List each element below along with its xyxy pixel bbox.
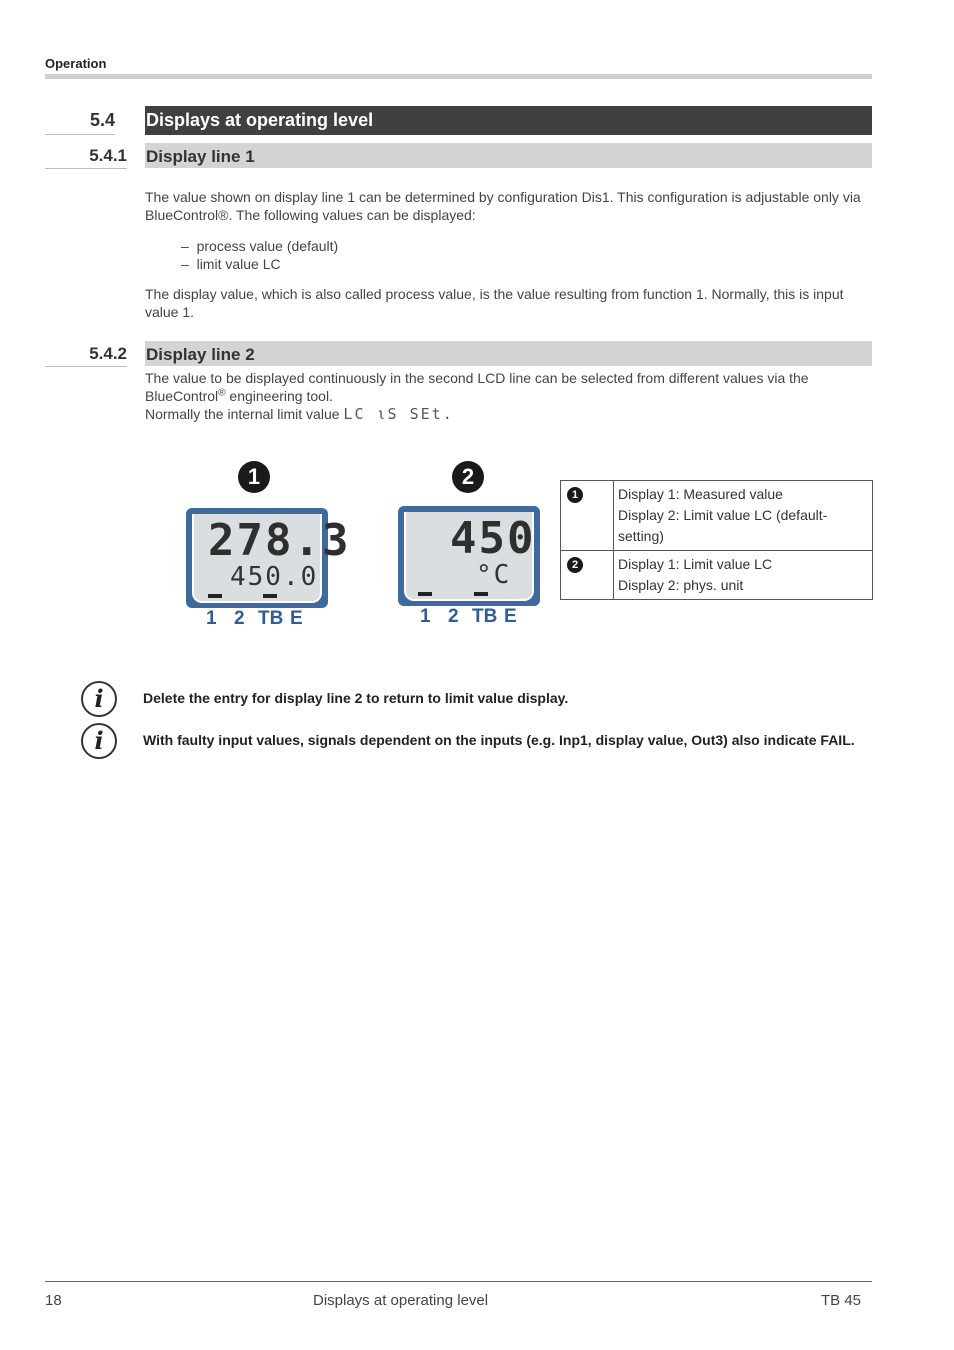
- display-line1-value: 450: [450, 513, 536, 564]
- key-2: 2: [234, 608, 245, 629]
- lcd-screen-1: [192, 514, 351, 603]
- section-title: Displays at operating level: [145, 106, 872, 135]
- list-item: – process value (default): [181, 238, 339, 254]
- header-rule: [45, 74, 872, 79]
- key-2: 2: [448, 606, 459, 627]
- running-head: Operation: [45, 56, 107, 71]
- device-display-2: [398, 506, 540, 627]
- note-text-2: With faulty input values, signals dependent on the inputs (e.g. Inp1, display value, Out3) also indicate FAIL.: [143, 732, 855, 748]
- device-display-1: [186, 508, 351, 629]
- display-line1-value: 278.3: [208, 515, 351, 566]
- status-bar: [474, 592, 488, 596]
- note-text-1: Delete the entry for display line 2 to return to limit value display.: [143, 690, 569, 706]
- legend-marker-1: 1: [567, 487, 583, 503]
- table-row: 1 Display 1: Measured value Display 2: Limit value LC (default-setting): [561, 481, 873, 551]
- key-tb: TB: [258, 608, 284, 629]
- info-icon: i: [81, 723, 117, 759]
- subsection-number-1: 5.4.1: [45, 144, 127, 169]
- display-line2-value: 450.0: [230, 562, 319, 592]
- status-bar: [263, 594, 277, 598]
- key-e: E: [290, 608, 303, 629]
- key-labels-2: [420, 606, 517, 628]
- status-bar: [418, 592, 432, 596]
- footer-rule: [45, 1281, 872, 1282]
- section-number: 5.4: [45, 107, 115, 135]
- lcd-text: LC ιS SEt.: [343, 405, 454, 423]
- key-1: 1: [420, 606, 431, 627]
- figure-marker-2: 2: [452, 461, 484, 493]
- subsection-title-2: Display line 2: [145, 341, 872, 366]
- key-1: 1: [206, 608, 217, 629]
- key-tb: TB: [472, 606, 498, 627]
- display-line1-intro: The value shown on display line 1 can be determined by configuration Dis1. This configuration is adjustable only via BlueControl®. The following values can be displayed:: [145, 189, 861, 223]
- legend-table: [560, 480, 873, 600]
- lcd-screen-2: [404, 512, 534, 601]
- figure-marker-1: 1: [238, 461, 270, 493]
- footer-title: Displays at operating level: [313, 1292, 489, 1309]
- bullet-list: [181, 237, 338, 273]
- subsection-title-1: Display line 1: [145, 143, 872, 168]
- page-number: 18: [45, 1292, 62, 1309]
- legend-marker-2: 2: [567, 557, 583, 573]
- key-labels-1: [206, 608, 303, 630]
- list-item: – limit value LC: [181, 256, 281, 272]
- status-bar: [208, 594, 222, 598]
- footer-doc-id: TB 45: [821, 1292, 862, 1309]
- key-e: E: [504, 606, 517, 627]
- display-line2-text: The value to be displayed continuously in the second LCD line can be selected from different values via the BlueControl® engineering tool. Normally the internal limit value LC ιS SEt.: [145, 370, 809, 423]
- display-line1-note: The display value, which is also called process value, is the value resulting from function 1. Normally, this is input value 1.: [145, 286, 844, 320]
- info-icon: i: [81, 681, 117, 717]
- display-line2-value: °C: [476, 560, 512, 590]
- table-row: 2 Display 1: Limit value LC Display 2: phys. unit: [561, 551, 873, 600]
- subsection-number-2: 5.4.2: [45, 342, 127, 367]
